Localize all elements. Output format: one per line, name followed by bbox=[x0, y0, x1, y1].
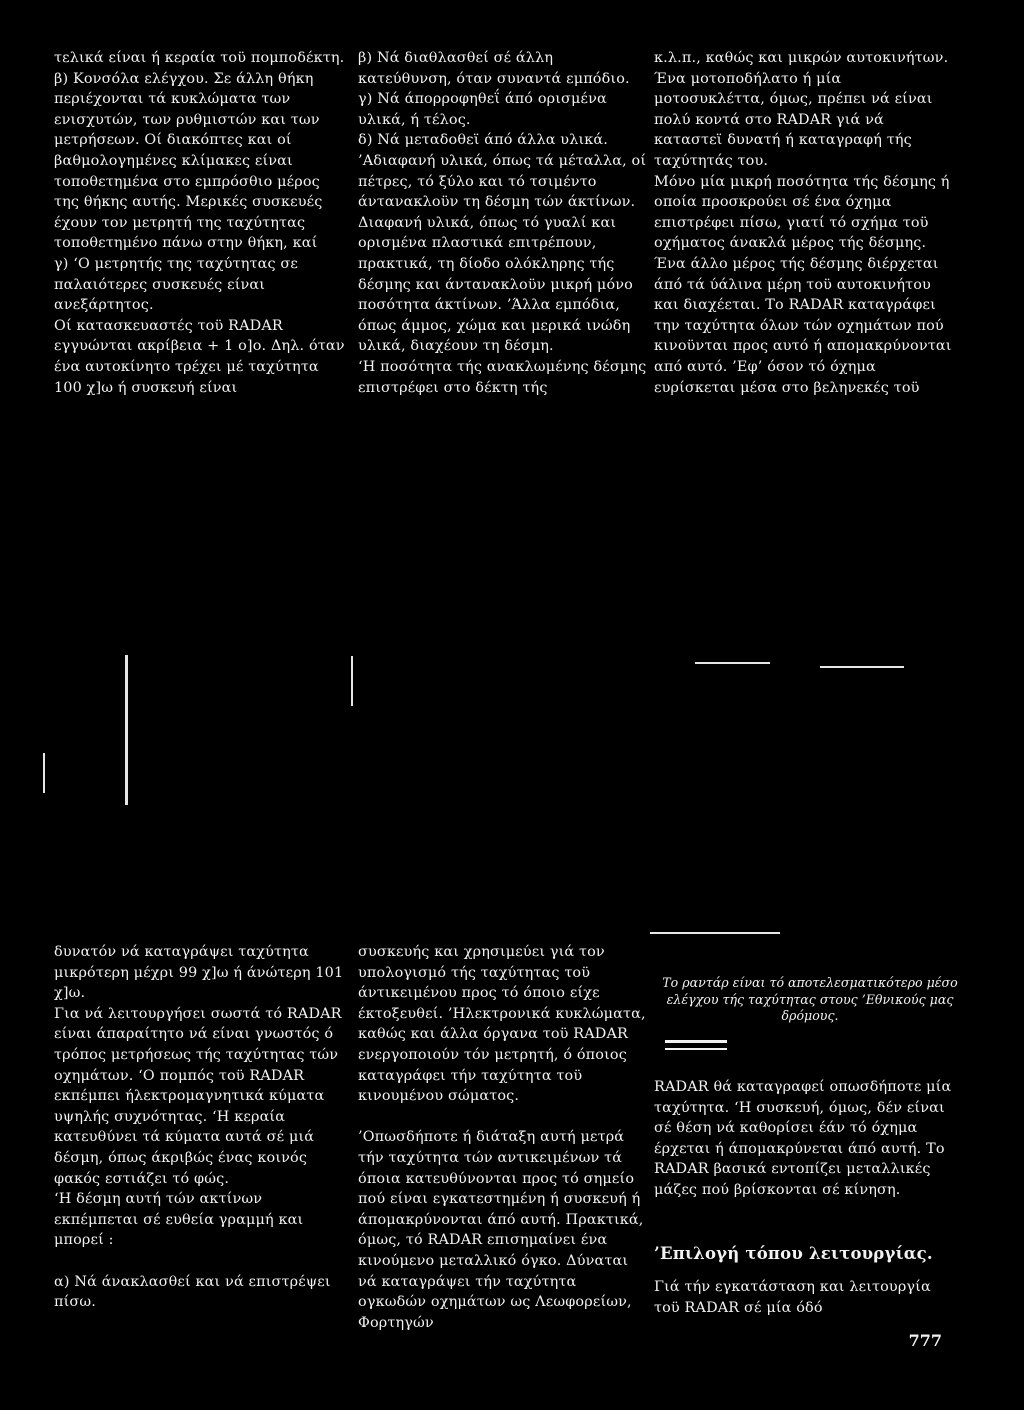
column-3-after-heading: Γιά τήν εγκατάσταση και λειτουργία τοϋ RADAR σέ μία όδό bbox=[654, 1279, 931, 1316]
photo-mark-3 bbox=[43, 753, 45, 793]
column-3-top: κ.λ.π., καθώς και μικρών αυτοκινήτων. Ένα μοτοποδήλατο ή μία μοτοσυκλέττα, όμως, πρέπει νά είναι πολύ κοντά στο RADAR γιά νά καταστεϊ δυνατή ή καταγραφή τής ταχύτητάς του. Μόνο μία μικρή ποσότητα τής δέσμης ή οποία προσκρούει σέ ένα όχημα επιστρέφει πίσω, γιατί τό σχήμα τοϋ οχήματος άνακλά μέρος τής δέσμης. Ένα άλλο μέρος τής δέσμης διέρχεται άπό τά ύάλινα μέρη τοϋ αυτοκινήτου και διαχέεται. Το RADAR καταγράφει την ταχύτητα όλων τών οχημάτων πού κινοϋνται προς αυτό ή απομακρύνονται από αυτό. ’Εφ’ όσον τό όχημα ευρίσκεται μέσα στο βεληνεκές τοϋ bbox=[654, 50, 952, 396]
caption-rule-2 bbox=[665, 1048, 727, 1050]
photo-mark-6 bbox=[650, 932, 780, 934]
page-number: 777 bbox=[908, 1331, 942, 1350]
photo-mark-5 bbox=[820, 666, 904, 668]
caption-rule-1 bbox=[665, 1040, 727, 1043]
column-1-top: τελικά είναι ή κεραία τοϋ πομποδέκτη. β) Κονσόλα ελέγχου. Σε άλλη θήκη περιέχονται τά κυκλώματα των ενισχυτών, των ρυθμιστών και των μετρήσεων. Οί διακόπτες και οί βαθμολογημένες κλίμακες είναι τοποθετημένα στο εμπρόσθιο μέρος της θήκης αυτής. Μερικές συσκευές έχουν τον μετρητή της ταχύτητας τοποθετημένο πάνω στην θήκη, καί γ) ‘Ο μετρητής της ταχύτητας σε παλαιότερες συσκευές είναι ανεξάρτητος. Οί κατασκευαστές τοϋ RADAR εγγυώνται ακρίβεια + 1 ο]ο. Δηλ. όταν ένα αυτοκίνητο τρέχει μέ ταχύτητα 100 χ]ω ή συσκευή είναι bbox=[54, 50, 345, 396]
column-3-bottom: RADAR θά καταγραφεί οπωσδήποτε μία ταχύτητα. ‘Η συσκευή, όμως, δέν είναι σέ θέση νά καθορίσει έάν τό όχημα έρχεται ή άπομακρύνεται άπό αυτή. Το RADAR βασικά εντοπίζει μεταλλικές μάζες πού βρίσκονται σέ κίνηση. bbox=[654, 1079, 952, 1198]
column-1-bottom: δυνατόν νά καταγράψει ταχύτητα μικρότερη μέχρι 99 χ]ω ή άνώτερη 101 χ]ω. Για νά λειτουργήσει σωστά τό RADAR είναι άπαραίτητο νά είναι γνωστός ό τρόπος μετρήσεως τής ταχύτητας τών οχημάτων. ‘Ο πομπός τοϋ RADAR εκπέμπει ήλεκτρομαγνητικά κύματα υψηλής συχνότητας. ‘Η κεραία κατευθύνει τά κύματα αυτά σέ μιά δέσμη, όπως άκριβώς ένας κοινός φακός εστιάζει τό φώς. ‘Η δέσμη αυτή τών ακτίνων εκπέμπεται σέ ευθεία γραμμή και μπορεί : α) Νά άνακλασθεί και νά επιστρέψει πίσω. bbox=[54, 944, 344, 1311]
section-heading: ’Επιλογή τόπου λειτουργίας. bbox=[654, 1244, 933, 1263]
column-2-top: β) Νά διαθλασθεί σέ άλλη κατεύθυνση, όταν συναντά εμπόδιο. γ) Νά άπορροφηθεΐ άπό ορισμένα υλικά, ή τέλος. δ) Νά μεταδοθεϊ άπό άλλα υλικά. ’Αδιαφανή υλικά, όπως τά μέταλλα, οί πέτρες, τό ξύλο και τό τσιμέντο άντανακλοϋν τη δέσμη τών άκτίνων. Διαφανή υλικά, όπως τό γυαλί και ορισμένα πλαστικά επιτρέπουν, πρακτικά, τη δίοδο ολόκληρης τής δέσμης και άντανακλοϋν μικρή μόνο ποσότητα άκτίνων. ’Άλλα εμπόδια, όπως άμμος, χώμα και μερικά ινώδη υλικά, διαχέουν τη δέσμη. ‘Η ποσότητα τής ανακλωμένης δέσμης επιστρέφει στο δέκτη τής bbox=[358, 50, 647, 396]
photo-caption: Το ραντάρ είναι τό αποτελεσματικότερο μέσο ελέγχου τής ταχύτητας στους ’Εθνικούς μας δρόμους. bbox=[662, 975, 958, 1023]
photo-mark-4 bbox=[695, 662, 770, 664]
column-2-bottom: συσκευής και χρησιμεύει γιά τον υπολογισμό τής ταχύτητας τοϋ άντικειμένου προς τό όποιο είχε έκτοξευθεί. ’Ηλεκτρονικά κυκλώματα, καθώς και άλλα όργανα τοϋ RADAR ενεργοποιούν τόν μετρητή, ό όποιος καταγράφει τήν ταχύτητα τοϋ κινουμένου σώματος. ’Οπωσδήποτε ή διάταξη αυτή μετρά τήν ταχύτητα τών αντικειμένων τά όποια κατευθύνονται προς τό σημείο πού είναι εγκατεστημένη ή συσκευή ή άπομακρύνονται άπό αυτή. Πρακτικά, όμως, τό RADAR επισημαίνει ένα κινούμενο μεταλλικό όγκο. Δύναται νά καταγράψει τήν ταχύτητα ογκωδών οχημάτων ως Λεωφορείων, Φορτηγών bbox=[358, 944, 646, 1331]
photo-mark-1 bbox=[351, 656, 353, 706]
photo-mark-2 bbox=[125, 655, 128, 805]
